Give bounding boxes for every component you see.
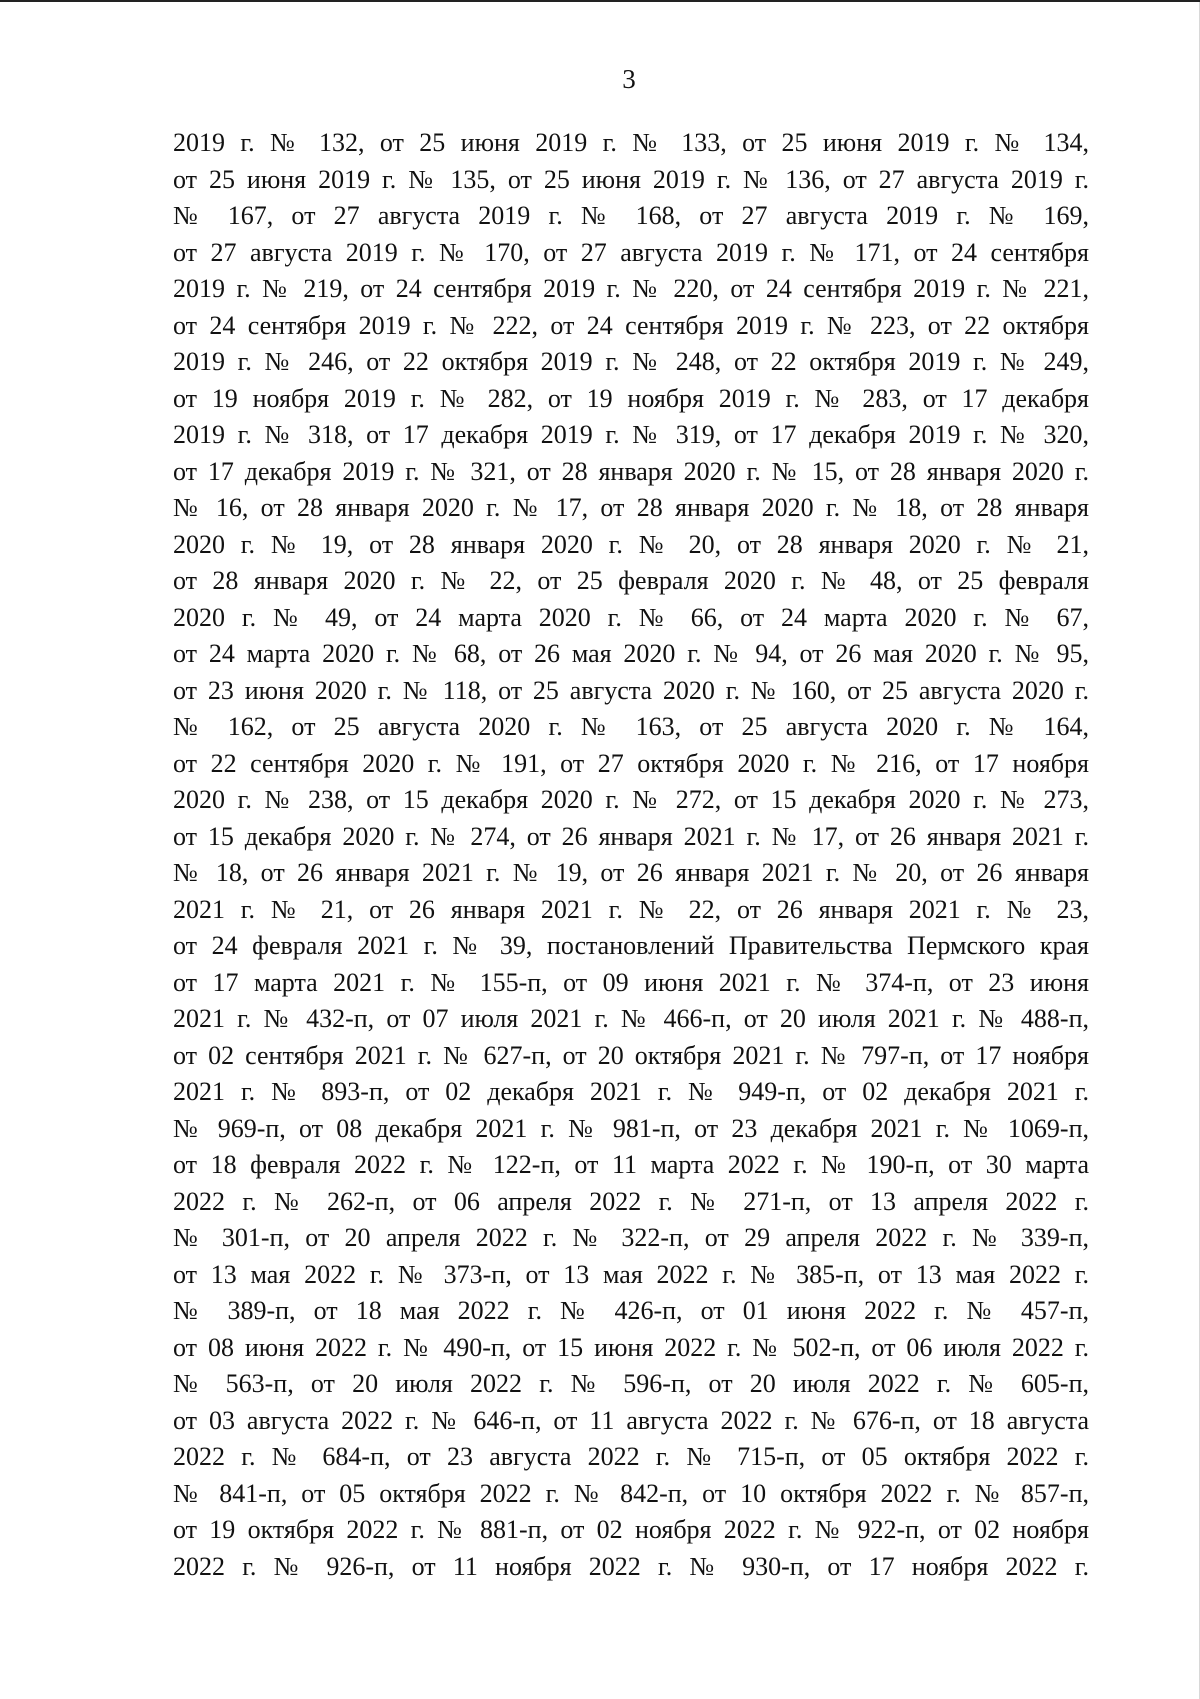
text-line: 2022 г. № 262-п, от 06 апреля 2022 г. № 271-п, от 13 апреля 2022 г. (173, 1186, 1089, 1216)
text-line: от 25 июня 2019 г. № 135, от 25 июня 2019 г. № 136, от 27 августа 2019 г. (173, 164, 1089, 194)
text-line: от 22 сентября 2020 г. № 191, от 27 октября 2020 г. № 216, от 17 ноября (173, 748, 1089, 778)
text-line: № 167, от 27 августа 2019 г. № 168, от 27 августа 2019 г. № 169, (173, 201, 1089, 230)
text-line: от 28 января 2020 г. № 22, от 25 февраля 2020 г. № 48, от 25 февраля (173, 566, 1089, 595)
text-line: 2022 г. № 684-п, от 23 августа 2022 г. № 715-п, от 05 октября 2022 г. (173, 1442, 1089, 1471)
text-line: от 17 декабря 2019 г. № 321, от 28 января 2020 г. № 15, от 28 января 2020 г. (173, 456, 1089, 486)
text-line: 2019 г. № 132, от 25 июня 2019 г. № 133, от 25 июня 2019 г. № 134, (173, 128, 1089, 157)
text-line: 2019 г. № 219, от 24 сентября 2019 г. № 220, от 24 сентября 2019 г. № 221, (173, 274, 1089, 303)
text-line: 2021 г. № 21, от 26 января 2021 г. № 22, от 26 января 2021 г. № 23, (173, 894, 1089, 924)
text-line: 2021 г. № 432-п, от 07 июля 2021 г. № 466-п, от 20 июля 2021 г. № 488-п, (173, 1004, 1089, 1033)
text-line: от 15 декабря 2020 г. № 274, от 26 января 2021 г. № 17, от 26 января 2021 г. (173, 821, 1089, 851)
text-line: № 162, от 25 августа 2020 г. № 163, от 25 августа 2020 г. № 164, (173, 712, 1089, 741)
text-line: 2020 г. № 238, от 15 декабря 2020 г. № 272, от 15 декабря 2020 г. № 273, (173, 785, 1089, 814)
text-line: от 19 октября 2022 г. № 881-п, от 02 ноября 2022 г. № 922-п, от 02 ноября (173, 1515, 1089, 1544)
page-number: 3 (622, 64, 636, 94)
text-line: от 23 июня 2020 г. № 118, от 25 августа 2020 г. № 160, от 25 августа 2020 г. (173, 675, 1089, 705)
text-line: № 969-п, от 08 декабря 2021 г. № 981-п, от 23 декабря 2021 г. № 1069-п, (173, 1113, 1089, 1143)
text-line: № 16, от 28 января 2020 г. № 17, от 28 января 2020 г. № 18, от 28 января (173, 493, 1089, 522)
text-line: от 17 марта 2021 г. № 155-п, от 09 июня 2021 г. № 374-п, от 23 июня (173, 967, 1089, 997)
text-line: 2019 г. № 318, от 17 декабря 2019 г. № 319, от 17 декабря 2019 г. № 320, (173, 420, 1089, 449)
text-line: 2020 г. № 19, от 28 января 2020 г. № 20, от 28 января 2020 г. № 21, (173, 529, 1089, 559)
text-line: от 19 ноября 2019 г. № 282, от 19 ноября 2019 г. № 283, от 17 декабря (173, 383, 1089, 413)
text-line: от 24 февраля 2021 г. № 39, постановлений Правительства Пермского края (173, 931, 1089, 960)
text-line: 2019 г. № 246, от 22 октября 2019 г. № 248, от 22 октября 2019 г. № 249, (173, 347, 1089, 376)
text-line: от 18 февраля 2022 г. № 122-п, от 11 марта 2022 г. № 190-п, от 30 марта (173, 1150, 1089, 1179)
text-line: от 24 марта 2020 г. № 68, от 26 мая 2020 г. № 94, от 26 мая 2020 г. № 95, (173, 639, 1089, 668)
text-line: № 18, от 26 января 2021 г. № 19, от 26 января 2021 г. № 20, от 26 января (173, 858, 1089, 887)
document-body-text (173, 125, 1089, 1585)
text-line: № 389-п, от 18 мая 2022 г. № 426-п, от 01 июня 2022 г. № 457-п, (173, 1296, 1089, 1325)
text-line: № 563-п, от 20 июля 2022 г. № 596-п, от 20 июля 2022 г. № 605-п, (173, 1369, 1089, 1398)
text-line: от 02 сентября 2021 г. № 627-п, от 20 октября 2021 г. № 797-п, от 17 ноября (173, 1040, 1089, 1070)
text-line: от 13 мая 2022 г. № 373-п, от 13 мая 2022 г. № 385-п, от 13 мая 2022 г. (173, 1259, 1089, 1289)
text-line: от 24 сентября 2019 г. № 222, от 24 сентября 2019 г. № 223, от 22 октября (173, 310, 1089, 340)
text-line: от 08 июня 2022 г. № 490-п, от 15 июня 2022 г. № 502-п, от 06 июля 2022 г. (173, 1332, 1089, 1362)
text-line: от 03 августа 2022 г. № 646-п, от 11 августа 2022 г. № 676-п, от 18 августа (173, 1405, 1089, 1435)
text-line: 2022 г. № 926-п, от 11 ноября 2022 г. № 930-п, от 17 ноября 2022 г. (173, 1551, 1089, 1581)
text-line: 2021 г. № 893-п, от 02 декабря 2021 г. № 949-п, от 02 декабря 2021 г. (173, 1077, 1089, 1106)
text-line: 2020 г. № 49, от 24 марта 2020 г. № 66, от 24 марта 2020 г. № 67, (173, 602, 1089, 632)
text-line: № 841-п, от 05 октября 2022 г. № 842-п, от 10 октября 2022 г. № 857-п, (173, 1478, 1089, 1508)
text-line: от 27 августа 2019 г. № 170, от 27 августа 2019 г. № 171, от 24 сентября (173, 237, 1089, 267)
text-line: № 301-п, от 20 апреля 2022 г. № 322-п, от 29 апреля 2022 г. № 339-п, (173, 1223, 1089, 1252)
